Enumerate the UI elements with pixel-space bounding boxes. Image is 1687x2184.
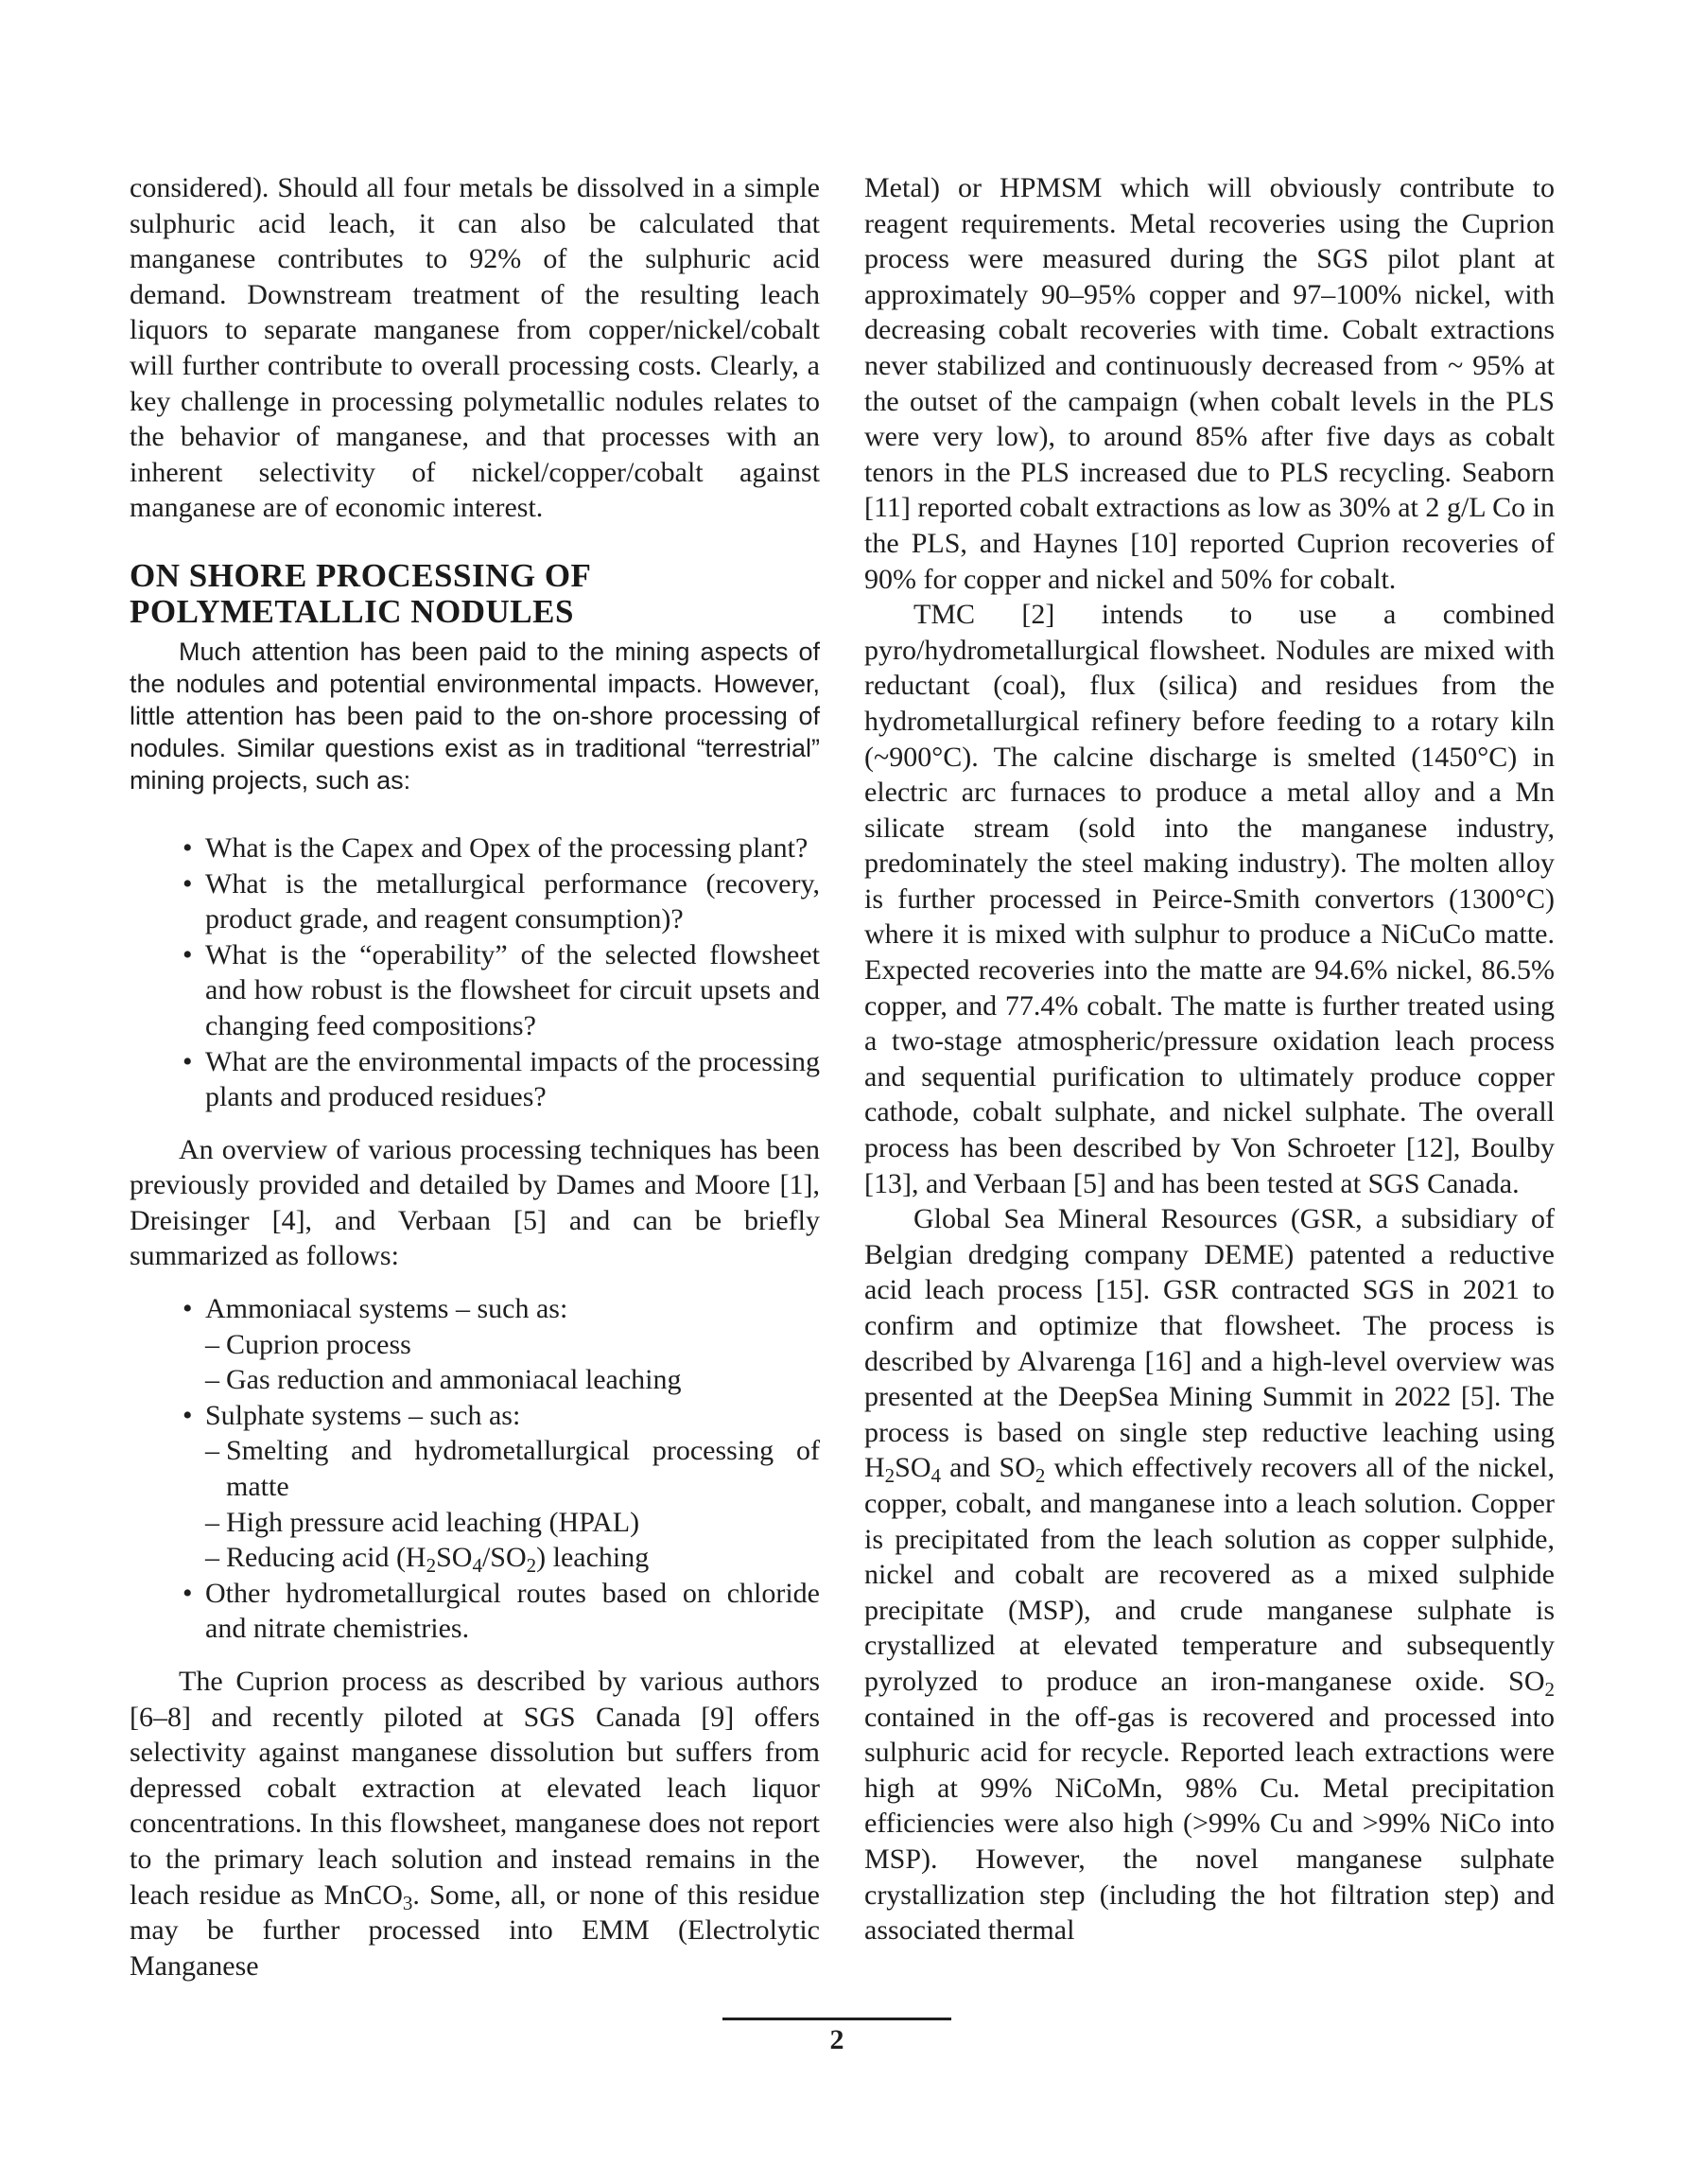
- question-list: [130, 830, 820, 1115]
- paragraph-gsr: Global Sea Mineral Resources (GSR, a subsidiary of Belgian dredging company DEME) patented a reductive acid leach process [15]. GSR contracted SGS in 2021 to confirm and optimize that flowsheet. The process is described by Alvarenga [16] and a high-level overview was presented at the DeepSea Mining Summit in 2022 [5]. The process is based on single step reductive leaching using $H_2SO_4$ and $SO_2$ which effectively recovers all of the nickel, copper, cobalt, and manganese into a leach solution. Copper is precipitated from the leach solution as copper sulphide, nickel and cobalt are recovered as a mixed sulphide precipitate (MSP), and crude manganese sulphate is crystallized at elevated temperature and subsequently pyrolyzed to produce an iron-manganese oxide. $SO_2$ contained in the off-gas is recovered and processed into sulphuric acid for recycle. Reported leach extractions were high at 99% NiCoMn, 98% Cu. Metal precipitation efficiencies were also high (>99% Cu and >99% NiCo into MSP). However, the novel manganese sulphate crystallization step (including the hot filtration step) and associated thermal: [864, 1203, 1555, 1947]
- paragraph-overview: An overview of various processing techniques has been previously provided and detailed by Dames and Moore [1], Dreisinger [4], and Verbaan [5] and can be briefly summarized as follows:: [130, 1133, 820, 1272]
- list-item: • What is the “operability” of the selected flowsheet and how robust is the flowsheet for circuit upsets and changing feed compositions?: [183, 938, 820, 1041]
- sulphate-sublist: [130, 1433, 820, 1578]
- ammoniacal-sublist: [130, 1327, 820, 1398]
- section-heading: [130, 558, 820, 630]
- list-item: – High pressure acid leaching (HPAL): [205, 1506, 640, 1538]
- left-column: [130, 170, 820, 1983]
- page-number: 2: [829, 2024, 844, 2055]
- paragraph-intro: considered). Should all four metals be dissolved in a simple sulphuric acid leach, it can also be calculated that manganese contributes to 92% of the sulphuric acid demand. Downstream treatment of the resulting leach liquors to separate manganese from copper/nickel/cobalt will further contribute to overall processing costs. Clearly, a key challenge in processing polymetallic nodules relates to the behavior of manganese, and that processes with an inherent selectivity of nickel/copper/cobalt against manganese are of economic interest.: [130, 172, 820, 524]
- list-item: • Sulphate systems – such as:: [183, 1399, 521, 1431]
- section-heading-line2: POLYMETALLIC NODULES: [130, 592, 574, 630]
- list-item: • What are the environmental impacts of the processing plants and produced residues?: [183, 1045, 820, 1113]
- list-item: – Reducing acid $(H_2SO_4/SO_2)$ leaching: [205, 1542, 650, 1578]
- list-item: • Other hydrometallurgical routes based on chloride and nitrate chemistries.: [183, 1577, 820, 1645]
- list-item: • What is the Capex and Opex of the processing plant?: [183, 831, 809, 864]
- systems-list: [130, 1291, 820, 1327]
- list-item: – Gas reduction and ammoniacal leaching: [205, 1364, 682, 1396]
- paragraph-tmc: TMC [2] intends to use a combined pyro/hydrometallurgical flowsheet. Nodules are mixed with reductant (coal), flux (silica) and residues from the hydrometallurgical refinery before feeding to a rotary kiln (~900°C). The calcine discharge is smelted (1450°C) in electric arc furnaces to produce a metal alloy and a Mn silicate stream (sold into the manganese industry, predominately the steel making industry). The molten alloy is further processed in Peirce-Smith convertors (1300°C) where it is mixed with sulphur to produce a NiCuCo matte. Expected recoveries into the matte are 94.6% nickel, 86.5% copper, and 77.4% cobalt. The matte is further treated using a two-stage atmospheric/pressure oxidation leach process and sequential purification to ultimately produce copper cathode, cobalt sulphate, and nickel sulphate. The overall process has been described by Von Schroeter [12], Boulby [13], and Verbaan [5] and has been tested at SGS Canada.: [864, 599, 1555, 1199]
- right-column: [864, 170, 1555, 1948]
- paragraph-recoveries: Metal) or HPMSM which will obviously contribute to reagent requirements. Metal recoveries using the Cuprion process were measured during the SGS pilot plant at approximately 90–95% copper and 97–100% nickel, with decreasing cobalt recoveries with time. Cobalt extractions never stabilized and continuously decreased from ~ 95% at the outset of the campaign (when cobalt levels in the PLS were very low), to around 85% after five days as cobalt tenors in the PLS increased due to PLS recycling. Seaborn [11] reported cobalt extractions as low as 30% at 2 g/L Co in the PLS, and Haynes [10] reported Cuprion recoveries of 90% for copper and nickel and 50% for cobalt.: [864, 172, 1555, 595]
- list-item: • What is the metallurgical performance (recovery, product grade, and reagent consumption)?: [183, 867, 820, 935]
- section-heading-line1: ON SHORE PROCESSING OF: [130, 556, 592, 594]
- list-item: • Ammoniacal systems – such as:: [183, 1293, 568, 1325]
- list-item: – Cuprion process: [205, 1328, 411, 1360]
- footer-rule: [722, 2018, 951, 2020]
- paragraph-attention: Much attention has been paid to the mining aspects of the nodules and potential environmental impacts. However, little attention has been paid to the on-shore processing of nodules. Similar questions exist as in traditional “terrestrial” mining projects, such as:: [130, 637, 820, 795]
- paragraph-cuprion: The Cuprion process as described by various authors [6–8] and recently piloted at SGS Canada [9] offers selectivity against manganese dissolution but suffers from depressed cobalt extraction at elevated leach liquor concentrations. In this flowsheet, manganese does not report to the primary leach solution and instead remains in the leach residue as MnCO$_3$. Some, all, or none of this residue may be further processed into EMM (Electrolytic Manganese: [130, 1666, 820, 1982]
- list-item: – Smelting and hydrometallurgical processing of matte: [205, 1435, 820, 1503]
